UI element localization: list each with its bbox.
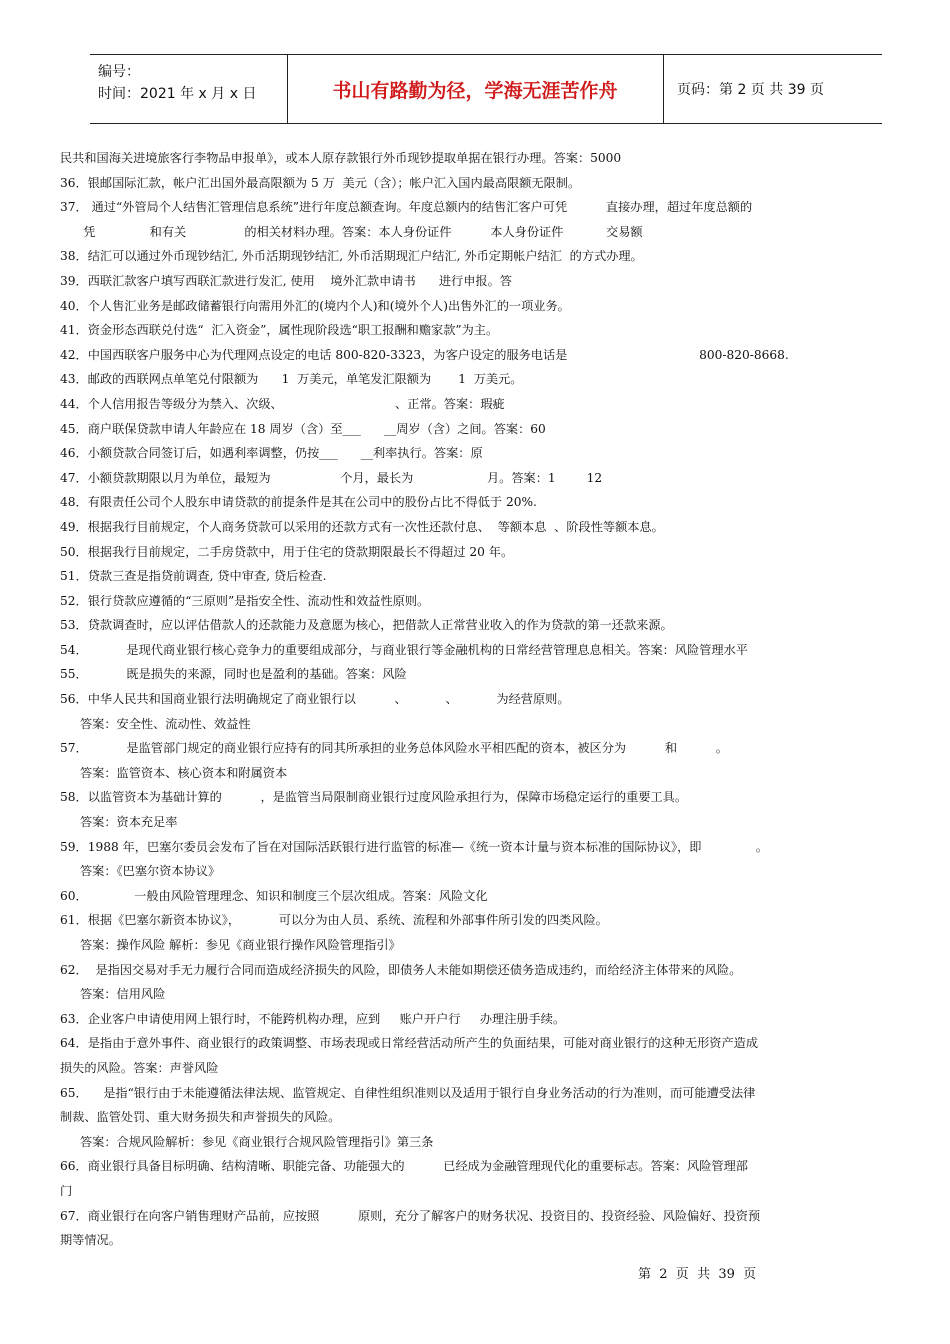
header-page-info: 页码：第 2 页 共 39 页 — [677, 82, 824, 98]
text-line: 60． 一般由风险管理理念、知识和制度三个层次组成。答案：风险文化 — [60, 888, 488, 903]
text-line: 42．中国西联客户服务中心为代理网点设定的电话 800-820-3323，为客户设定的服务电话是 800-820-8668. — [60, 347, 789, 362]
text-line: 53．贷款调查时，应以评估借款人的还款能力及意愿为核心，把借款人正常营业收入的作为贷款的第一还款来源。 — [60, 618, 673, 633]
document-body — [60, 146, 886, 1253]
text-line: 40．个人售汇业务是邮政储蓄银行向需用外汇的(境内个人)和(境外个人)出售外汇的一项业务。 — [60, 298, 570, 313]
text-line: 答案：监管资本、核心资本和附属资本 — [80, 765, 288, 780]
text-line: 答案：安全性、流动性、效益性 — [80, 716, 251, 731]
text-line: 48．有限责任公司个人股东申请贷款的前提条件是其在公司中的股份占比不得低于 20%. — [60, 495, 537, 510]
text-line: 38．结汇可以通过外币现钞结汇, 外币活期现钞结汇, 外币活期现汇户结汇, 外币定期帐户结汇 的方式办理。 — [60, 249, 643, 264]
text-line: 答案：合规风险解析：参见《商业银行合规风险管理指引》第三条 — [80, 1134, 434, 1149]
text-line: 47．小额贷款期限以月为单位，最短为 个月，最长为 月。答案：1 12 — [60, 470, 603, 485]
text-line: 答案：《巴塞尔资本协议》 — [80, 864, 221, 879]
page-header — [90, 54, 882, 124]
text-line: 58．以监管资本为基础计算的 ，是监管当局限制商业银行过度风险承担行为，保障市场稳定运行的重要工具。 — [60, 790, 688, 805]
text-line: 62． 是指因交易对手无力履行合同而造成经济损失的风险，即债务人未能如期偿还债务造成违约，而给经济主体带来的风险。 — [60, 962, 742, 977]
text-line: 43．邮政的西联网点单笔兑付限额为 1 万美元，单笔发汇限额为 1 万美元。 — [60, 372, 523, 387]
text-line: 65． 是指“银行由于未能遵循法律法规、监管规定、自律性组织准则以及适用于银行自身业务活动的行为准则，而可能遭受法律 — [60, 1085, 756, 1100]
text-line: 50．根据我行目前规定，二手房贷款中，用于住宅的贷款期限最长不得超过 20 年。 — [60, 544, 514, 559]
text-line: 37． 通过“外管局个人结售汇管理信息系统”进行年度总额查询。年度总额内的结售汇客户可凭 直接办理，超过年度总额的 — [60, 200, 753, 215]
header-motto: 书山有路勤为径，学海无涯苦作舟 — [287, 55, 664, 123]
text-line: 41．资金形态西联兑付选“ 汇入资金”，属性现阶段选“职工报酬和赡家款”为主。 — [60, 323, 499, 338]
text-line: 51．贷款三查是指贷前调查, 贷中审查, 贷后检查. — [60, 569, 327, 584]
text-line: 期等情况。 — [60, 1233, 121, 1248]
text-line: 门 — [60, 1183, 73, 1198]
text-line: 59．1988 年，巴塞尔委员会发布了旨在对国际活跃银行进行监管的标准—《统一资本计量与资本标准的国际协议》，即 。 — [60, 839, 768, 854]
text-line: 66．商业银行具备目标明确、结构清晰、职能完备、功能强大的 已经成为金融管理现代化的重要标志。答案：风险管理部 — [60, 1159, 748, 1174]
code-label: 编号： — [98, 64, 140, 80]
text-line: 57． 是监管部门规定的商业银行应持有的同其所承担的业务总体风险水平相匹配的资本，被区分为 和 。 — [60, 741, 728, 756]
text-line: 制裁、监管处罚、重大财务损失和声誉损失的风险。 — [60, 1110, 341, 1125]
text-line: 61．根据《巴塞尔新资本协议》， 可以分为由人员、系统、流程和外部事件所引发的四类风险。 — [60, 913, 608, 928]
text-line: 凭 和有关 的相关材料办理。答案：本人身份证件 本人身份证件 交易额 — [60, 224, 643, 239]
text-line: 答案：资本充足率 — [80, 815, 178, 830]
page-footer: 第 2 页 共 39 页 — [638, 1267, 757, 1282]
text-line: 损失的风险。答案：声誉风险 — [60, 1060, 219, 1075]
text-line: 56．中华人民共和国商业银行法明确规定了商业银行以 、 、 为经营原则。 — [60, 692, 570, 707]
text-line: 64．是指由于意外事件、商业银行的政策调整、市场表现或日常经营活动所产生的负面结果，可能对商业银行的这种无形资产造成 — [60, 1036, 759, 1051]
text-line: 36．银邮国际汇款，帐户汇出国外最高限额为 5 万 美元（含）；帐户汇入国内最高限额无限制。 — [60, 175, 581, 190]
text-line: 55． 既是损失的来源，同时也是盈利的基础。答案：风险 — [60, 667, 407, 682]
text-line: 46．小额贷款合同签订后，如遇利率调整，仍按___ __利率执行。答案：原 — [60, 446, 483, 461]
text-line: 67．商业银行在向客户销售理财产品前，应按照 原则，充分了解客户的财务状况、投资目的、投资经验、风险偏好、投资预 — [60, 1208, 761, 1223]
header-meta — [90, 55, 288, 123]
text-line: 44．个人信用报告等级分为禁入、次级、 、正常。答案：瑕疵 — [60, 396, 505, 411]
time-label: 时间：2021 年 x 月 x 日 — [98, 86, 257, 102]
text-line: 63．企业客户申请使用网上银行时，不能跨机构办理，应到 账户开户行 办理注册手续。 — [60, 1011, 566, 1026]
text-line: 54． 是现代商业银行核心竞争力的重要组成部分，与商业银行等金融机构的日常经营管理息息相关。答案：风险管理水平 — [60, 642, 748, 657]
text-line: 39．西联汇款客户填写西联汇款进行发汇, 使用 境外汇款申请书 进行申报。答 — [60, 273, 512, 288]
text-line: 民共和国海关进境旅客行李物品申报单》，或本人原存款银行外币现钞提取单据在银行办理。答案：5000 — [60, 151, 622, 165]
text-line: 答案：操作风险 解析：参见《商业银行操作风险管理指引》 — [80, 938, 401, 952]
text-line: 49．根据我行目前规定，个人商务贷款可以采用的还款方式有一次性还款付息、 等额本息 、阶段性等额本息。 — [60, 519, 664, 534]
text-line: 答案：信用风险 — [80, 987, 166, 1002]
text-line: 52．银行贷款应遵循的“三原则”是指安全性、流动性和效益性原则。 — [60, 593, 430, 608]
text-line: 45．商户联保贷款申请人年龄应在 18 周岁（含）至___ __周岁（含）之间。答案：60 — [60, 421, 546, 436]
